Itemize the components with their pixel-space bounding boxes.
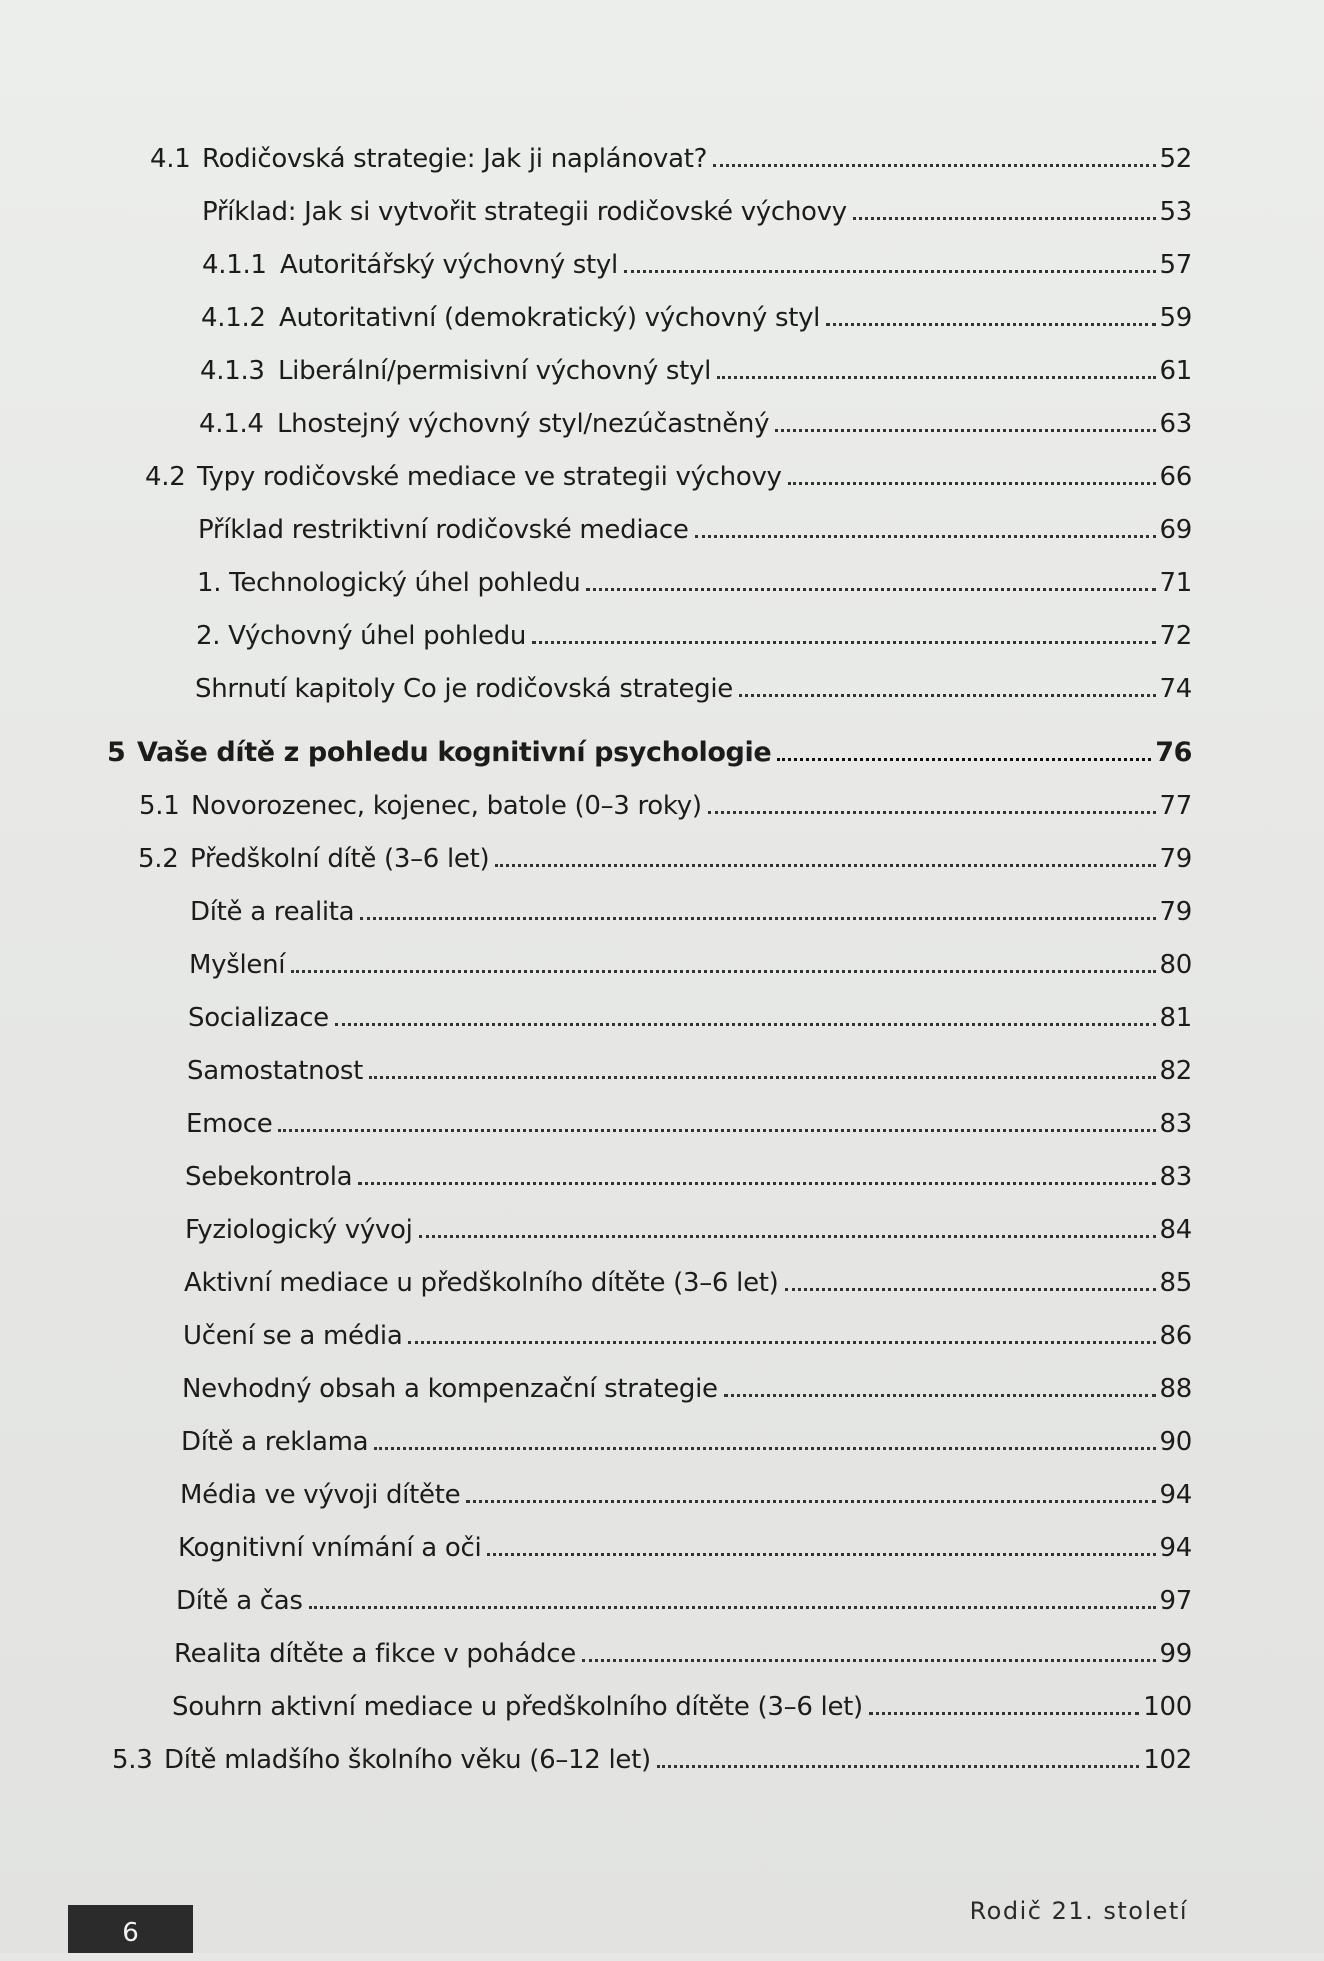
- toc-leader-dots: [785, 1287, 1156, 1291]
- toc-chapter-entry: [107, 729, 1192, 769]
- toc-entry-title: Samostatnost: [187, 1056, 364, 1086]
- toc-entry-page: 94: [1159, 1480, 1192, 1510]
- toc-entry-title: Sebekontrola: [185, 1162, 353, 1192]
- toc-entry: [174, 1630, 1192, 1670]
- toc-leader-dots: [739, 693, 1156, 697]
- toc-leader-dots: [408, 1340, 1155, 1344]
- toc-entry-page: 59: [1159, 303, 1192, 333]
- page-number-tab: 6: [68, 1905, 193, 1953]
- toc-entry-number: 5.2: [138, 844, 179, 874]
- toc-entry: [150, 135, 1192, 175]
- toc-leader-dots: [695, 534, 1156, 538]
- toc-entry-page: 83: [1159, 1162, 1192, 1192]
- toc-entry-page: 71: [1159, 568, 1192, 598]
- toc-entry-title: Dítě a realita: [190, 897, 355, 927]
- toc-entry: [187, 1047, 1192, 1087]
- toc-leader-dots: [724, 1393, 1156, 1397]
- toc-entry-number: 4.1.1: [202, 250, 267, 280]
- toc-entry-title: Typy rodičovské mediace ve strategii výchovy: [197, 462, 782, 492]
- toc-entry-page: 82: [1159, 1056, 1192, 1086]
- toc-entry-title: Fyziologický vývoj: [185, 1215, 413, 1245]
- toc-entry-page: 72: [1159, 621, 1192, 651]
- toc-leader-dots: [826, 322, 1155, 326]
- toc-entry-page: 53: [1159, 197, 1192, 227]
- toc-leader-dots: [775, 428, 1155, 432]
- toc-entry-number: 5: [107, 737, 126, 768]
- toc-leader-dots: [717, 375, 1155, 379]
- toc-entry-title: Socializace: [188, 1003, 329, 1033]
- toc-entry: [186, 1100, 1192, 1140]
- toc-entry: [181, 1418, 1192, 1458]
- toc-leader-dots: [777, 757, 1151, 761]
- toc-entry: [145, 453, 1192, 493]
- toc-entry-page: 102: [1143, 1745, 1192, 1775]
- toc-entry-page: 63: [1159, 409, 1192, 439]
- toc-entry-page: 90: [1159, 1427, 1192, 1457]
- toc-entry: [185, 1206, 1192, 1246]
- toc-entry: [178, 1524, 1192, 1564]
- toc-entry-page: 84: [1159, 1215, 1192, 1245]
- toc-entry: [202, 188, 1192, 228]
- toc-entry-page: 76: [1155, 737, 1192, 768]
- toc-entry-number: 4.1: [150, 144, 191, 174]
- toc-leader-dots: [869, 1711, 1139, 1715]
- toc-entry-page: 81: [1159, 1003, 1192, 1033]
- toc-entry: [176, 1577, 1192, 1617]
- toc-entry-number: 4.1.2: [201, 303, 266, 333]
- toc-entry-title: Média ve vývoji dítěte: [180, 1480, 461, 1510]
- toc-entry: [195, 665, 1192, 705]
- toc-entry-title: Myšlení: [189, 950, 286, 980]
- toc-entry: [112, 1736, 1192, 1776]
- toc-leader-dots: [708, 810, 1156, 814]
- toc-entry-page: 61: [1159, 356, 1192, 386]
- toc-entry: [182, 1365, 1192, 1405]
- toc-leader-dots: [487, 1552, 1155, 1556]
- toc-leader-dots: [309, 1605, 1156, 1609]
- toc-leader-dots: [713, 163, 1155, 167]
- toc-entry-title: 2. Výchovný úhel pohledu: [196, 621, 527, 651]
- toc-leader-dots: [532, 640, 1155, 644]
- toc-entry: [184, 1259, 1192, 1299]
- toc-entry-title: Příklad restriktivní rodičovské mediace: [198, 515, 689, 545]
- toc-entry: [201, 294, 1192, 334]
- toc-entry: [180, 1471, 1192, 1511]
- running-footer-title: Rodič 21. století: [969, 1897, 1188, 1925]
- toc-leader-dots: [853, 216, 1156, 220]
- toc-entry: [202, 241, 1192, 281]
- toc-leader-dots: [788, 481, 1156, 485]
- toc-entry: [198, 506, 1192, 546]
- toc-entry-title: Lhostejný výchovný styl/nezúčastněný: [277, 409, 770, 439]
- toc-entry-page: 100: [1143, 1692, 1192, 1722]
- toc-leader-dots: [657, 1764, 1139, 1768]
- toc-entry-title: Dítě a čas: [176, 1586, 303, 1616]
- toc-entry-page: 88: [1159, 1374, 1192, 1404]
- toc-entry: [138, 835, 1192, 875]
- toc-entry: [185, 1153, 1192, 1193]
- toc-entry-page: 79: [1159, 897, 1192, 927]
- toc-entry-title: Učení se a média: [183, 1321, 403, 1351]
- toc-entry-page: 83: [1159, 1109, 1192, 1139]
- toc-entry: [188, 994, 1192, 1034]
- toc-entry-page: 80: [1159, 950, 1192, 980]
- toc-entry-title: Emoce: [186, 1109, 273, 1139]
- toc-entry: [190, 888, 1192, 928]
- toc-leader-dots: [495, 863, 1155, 867]
- toc-entry-title: Dítě mladšího školního věku (6–12 let): [164, 1745, 651, 1775]
- toc-entry: [183, 1312, 1192, 1352]
- toc-entry-page: 57: [1159, 250, 1192, 280]
- toc-entry-title: Autoritativní (demokratický) výchovný styl: [279, 303, 821, 333]
- toc-entry-page: 99: [1159, 1639, 1192, 1669]
- toc-leader-dots: [374, 1446, 1155, 1450]
- toc-leader-dots: [291, 969, 1155, 973]
- toc-entry-title: Aktivní mediace u předškolního dítěte (3–6 let): [184, 1268, 779, 1298]
- toc-leader-dots: [624, 269, 1156, 273]
- toc-entry-title: Vaše dítě z pohledu kognitivní psychologie: [137, 737, 772, 768]
- toc-leader-dots: [369, 1075, 1155, 1079]
- toc-entry-number: 4.1.4: [199, 409, 264, 439]
- toc-entry-title: Nevhodný obsah a kompenzační strategie: [182, 1374, 718, 1404]
- toc-entry-title: Liberální/permisivní výchovný styl: [278, 356, 712, 386]
- toc-entry-page: 66: [1159, 462, 1192, 492]
- toc-entry-title: Rodičovská strategie: Jak ji naplánovat?: [202, 144, 708, 174]
- toc-entry-page: 77: [1159, 791, 1192, 821]
- toc-leader-dots: [278, 1128, 1155, 1132]
- toc-entry: [199, 400, 1192, 440]
- toc-entry-page: 79: [1159, 844, 1192, 874]
- toc-entry-title: Kognitivní vnímání a oči: [178, 1533, 482, 1563]
- toc-entry-page: 97: [1159, 1586, 1192, 1616]
- toc-entry-page: 86: [1159, 1321, 1192, 1351]
- toc-leader-dots: [586, 587, 1155, 591]
- toc-entry: [189, 941, 1192, 981]
- toc-entry-title: Autoritářský výchovný styl: [280, 250, 618, 280]
- toc-entry-number: 5.1: [139, 791, 180, 821]
- toc-entry-number: 4.2: [145, 462, 186, 492]
- toc-entry-title: Shrnutí kapitoly Co je rodičovská strategie: [195, 674, 733, 704]
- toc-entry-number: 5.3: [112, 1745, 153, 1775]
- toc-leader-dots: [419, 1234, 1156, 1238]
- toc-leader-dots: [582, 1658, 1156, 1662]
- toc-entry-title: Dítě a reklama: [181, 1427, 369, 1457]
- toc-entry: [197, 559, 1192, 599]
- toc-entry-page: 85: [1159, 1268, 1192, 1298]
- toc-entry-title: 1. Technologický úhel pohledu: [197, 568, 581, 598]
- toc-entry-title: Předškolní dítě (3–6 let): [190, 844, 490, 874]
- toc-leader-dots: [466, 1499, 1155, 1503]
- toc-entry: [196, 612, 1192, 652]
- toc-leader-dots: [360, 916, 1155, 920]
- toc-entry-title: Souhrn aktivní mediace u předškolního dítěte (3–6 let): [172, 1692, 863, 1722]
- toc-entry-page: 74: [1159, 674, 1192, 704]
- toc-entry-title: Realita dítěte a fikce v pohádce: [174, 1639, 576, 1669]
- toc-leader-dots: [358, 1181, 1155, 1185]
- toc-entry: [172, 1683, 1192, 1723]
- toc-leader-dots: [335, 1022, 1156, 1026]
- toc-entry-title: Novorozenec, kojenec, batole (0–3 roky): [191, 791, 702, 821]
- toc-entry: [139, 782, 1192, 822]
- toc-entry-page: 94: [1159, 1533, 1192, 1563]
- toc-entry-page: 52: [1159, 144, 1192, 174]
- toc-entry-page: 69: [1159, 515, 1192, 545]
- toc-entry-number: 4.1.3: [200, 356, 265, 386]
- toc-entry-title: Příklad: Jak si vytvořit strategii rodičovské výchovy: [202, 197, 847, 227]
- toc-entry: [200, 347, 1192, 387]
